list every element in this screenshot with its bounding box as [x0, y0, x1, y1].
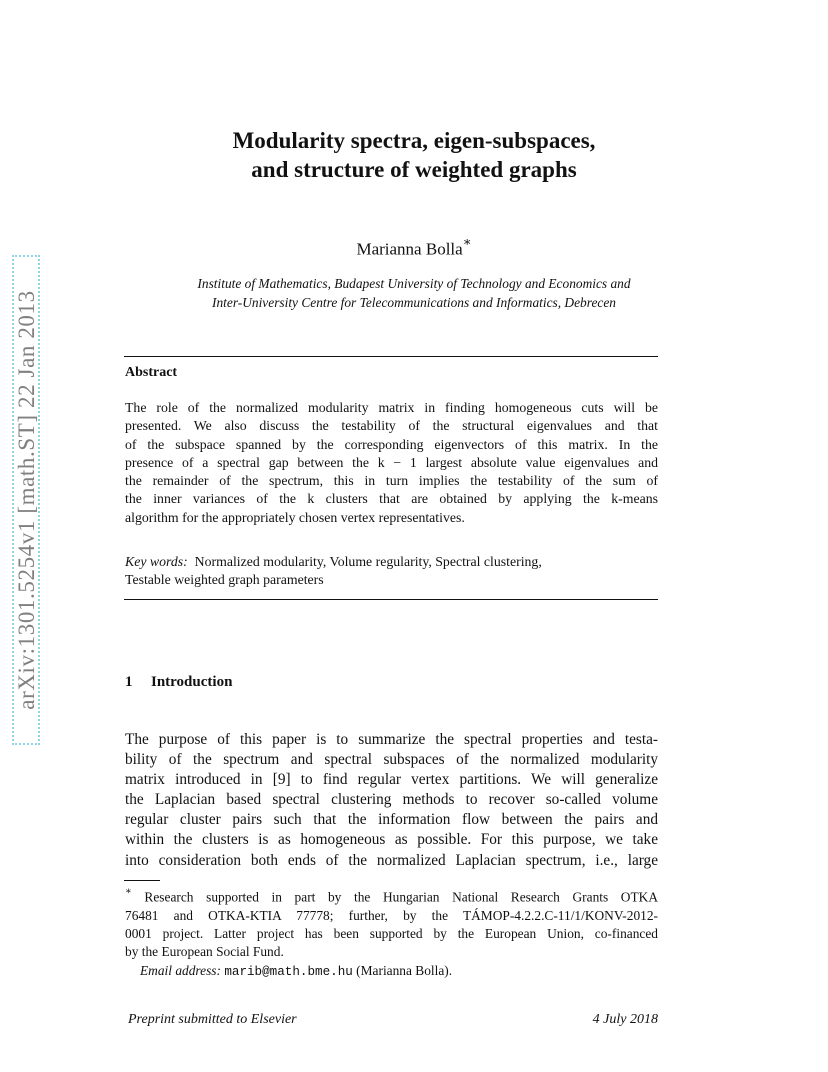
email-name: (Marianna Bolla). — [356, 962, 453, 978]
paper-title — [0, 126, 828, 184]
author-footnote-mark: ∗ — [462, 234, 472, 249]
intro-line: the Laplacian based spectral clustering methods to recover so-called volume — [125, 791, 658, 809]
intro-paragraph — [125, 730, 658, 871]
email-line — [125, 962, 658, 981]
keywords-label: Key words: — [125, 554, 188, 569]
abstract-heading: Abstract — [125, 365, 178, 380]
affiliation — [0, 275, 828, 312]
abstract-top-rule — [124, 356, 658, 357]
intro-line: within the clusters is as homogeneous as possible. For this purpose, we take — [125, 831, 658, 849]
keywords — [125, 553, 658, 590]
footnote-line — [125, 885, 658, 907]
footnote — [125, 885, 658, 981]
footnote-text: Research supported in part by the Hungarian National Research Grants OTKA — [144, 889, 658, 905]
footnote-line: 0001 project. Latter project has been supported by the European Union, co-financed — [125, 926, 658, 942]
section-number: 1 — [125, 674, 133, 690]
footnote-mark: ∗ — [125, 886, 132, 897]
section-title: Introduction — [151, 674, 233, 690]
abstract-body — [125, 399, 658, 527]
section-heading — [125, 674, 232, 691]
footnote-rule — [124, 880, 160, 881]
title-line: Modularity spectra, eigen-subspaces, — [232, 128, 596, 153]
abstract-line: the inner variances of the k clusters that are obtained by applying the k-means — [125, 491, 658, 507]
affiliation-line: Institute of Mathematics, Budapest University of Technology and Economics and — [197, 276, 631, 291]
footnote-line: 76481 and OTKA-KTIA 77778; further, by the TÁMOP-4.2.2.C-11/1/KONV-2012- — [125, 907, 658, 923]
author-name: Marianna Bolla — [356, 239, 463, 259]
arxiv-stamp: arXiv:1301.5254v1 [math.ST] 22 Jan 2013 — [14, 290, 39, 710]
intro-line: bility of the spectrum and spectral subspaces of the normalized modularity — [125, 751, 658, 769]
abstract-line: presence of a spectral gap between the k − 1 largest absolute value eigenvalues and — [125, 454, 658, 470]
keywords-line: Testable weighted graph parameters — [125, 572, 324, 588]
abstract-line: the remainder of the spectrum, this in turn implies the testability of the sum of — [125, 473, 658, 489]
keywords-text: Normalized modularity, Volume regularity, Spectral clustering, — [194, 554, 542, 569]
abstract-line: The role of the normalized modularity matrix in finding homogeneous cuts will be — [125, 400, 658, 415]
abstract-bottom-rule — [124, 599, 658, 600]
abstract-line: presented. We also discuss the testability of the structural eigenvalues and that — [125, 418, 658, 434]
abstract-line: of the subspace spanned by the corresponding eigenvectors of this matrix. In the — [125, 436, 658, 452]
abstract-line: algorithm for the appropriately chosen vertex representatives. — [125, 509, 465, 525]
author-line — [0, 236, 828, 260]
intro-line: matrix introduced in [9] to find regular vertex partitions. We will generalize — [125, 771, 658, 789]
keywords-line — [125, 553, 658, 571]
affiliation-line: Inter-University Centre for Telecommunications and Informatics, Debrecen — [212, 294, 616, 310]
title-line: and structure of weighted graphs — [251, 157, 577, 182]
preprint-date: 4 July 2018 — [592, 1012, 658, 1027]
intro-line: regular cluster pairs such that the information flow between the pairs and — [125, 811, 658, 829]
intro-line: into consideration both ends of the normalized Laplacian spectrum, i.e., large — [125, 851, 658, 869]
intro-line: The purpose of this paper is to summarize the spectral properties and testa- — [125, 731, 658, 748]
email-label: Email address: — [140, 962, 221, 978]
footnote-line: by the European Social Fund. — [125, 944, 284, 960]
email-address[interactable]: marib@math.bme.hu — [224, 964, 353, 979]
preprint-note: Preprint submitted to Elsevier — [128, 1012, 297, 1027]
